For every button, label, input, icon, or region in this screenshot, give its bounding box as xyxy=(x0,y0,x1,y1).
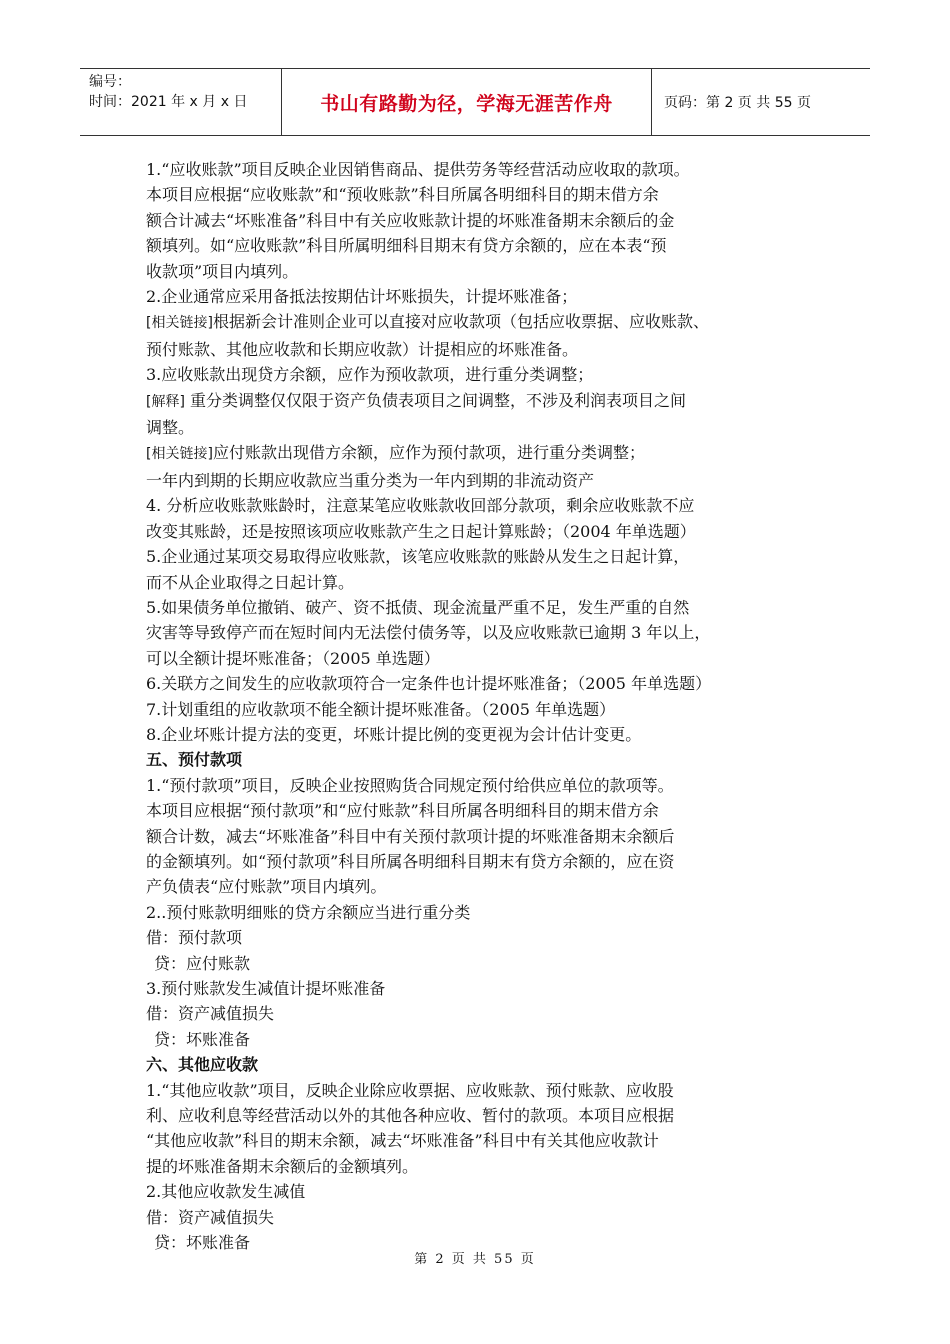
body-line xyxy=(146,1078,816,1103)
body-line xyxy=(146,697,816,722)
line-text: 借：资产减值损失 xyxy=(146,1004,275,1024)
line-text: 额合计数，减去“坏账准备”科目中有关预付款项计提的坏账准备期末余额后 xyxy=(146,826,675,846)
header-motto: 书山有路勤为径，学海无涯苦作舟 xyxy=(282,69,652,135)
body-line xyxy=(146,595,816,620)
line-text: 灾害等导致停产而在短时间内无法偿付债务等，以及应收账款已逾期 3 年以上， xyxy=(146,623,711,643)
body-line xyxy=(146,773,816,798)
line-text: 预付账款、其他应收款和长期应收款）计提相应的坏账准备。 xyxy=(146,339,579,359)
section-heading xyxy=(146,1052,816,1077)
line-text: 一年内到期的长期应收款应当重分类为一年内到期的非流动资产 xyxy=(146,470,595,490)
body-line xyxy=(146,468,816,493)
page-header xyxy=(80,68,870,136)
line-text: 2.其他应收款发生减值 xyxy=(146,1182,306,1202)
body-line xyxy=(146,646,816,671)
line-text: 本项目应根据“应收账款”和“预收账款”科目所属各明细科目的期末借方余 xyxy=(146,185,659,205)
line-text: 重分类调整仅仅限于资产负债表项目之间调整，不涉及利润表项目之间 xyxy=(184,390,687,410)
body-line xyxy=(146,671,816,696)
body-line xyxy=(146,849,816,874)
body-line xyxy=(146,208,816,233)
line-text: 7.计划重组的应收款项不能全额计提坏账准备。（2005 年单选题） xyxy=(146,699,616,719)
line-text: 借：资产减值损失 xyxy=(146,1207,275,1227)
line-text: 贷：应付账款 xyxy=(154,953,251,973)
body-line xyxy=(146,1103,816,1128)
line-text: 额合计减去“坏账准备”科目中有关应收账款计提的坏账准备期末余额后的金 xyxy=(146,210,675,230)
body-line xyxy=(146,1179,816,1204)
line-text: 根据新会计准则企业可以直接对应收款项（包括应收票据、应收账款、 xyxy=(212,312,709,332)
body-line xyxy=(146,309,816,336)
line-text: 1.“其他应收款”项目，反映企业除应收票据、应收账款、预付账款、应收股 xyxy=(146,1080,674,1100)
page-footer: 第 2 页 共 55 页 xyxy=(414,1252,536,1267)
body-line xyxy=(146,544,816,569)
body-line xyxy=(146,570,816,595)
body-line xyxy=(146,1027,816,1052)
body-line xyxy=(146,337,816,362)
line-text: 6.关联方之间发生的应收款项符合一定条件也计提坏账准备；（2005 年单选题） xyxy=(146,674,712,694)
link-tag: [相关链接] xyxy=(146,446,213,463)
line-text: 贷：坏账准备 xyxy=(154,1233,251,1253)
body-line xyxy=(146,1154,816,1179)
body-line xyxy=(146,1128,816,1153)
body-line xyxy=(146,874,816,899)
line-text: 3.预付账款发生减值计提坏账准备 xyxy=(146,979,386,998)
header-page-number: 页码：第 2 页 共 55 页 xyxy=(664,95,811,111)
body-line xyxy=(146,620,816,645)
line-text: 而不从企业取得之日起计算。 xyxy=(146,572,355,592)
line-text: 借：预付款项 xyxy=(146,928,243,948)
document-date-label: 时间：2021 年 x 月 x 日 xyxy=(89,94,248,110)
body-line xyxy=(146,798,816,823)
line-text: 2.企业通常应采用备抵法按期估计坏账损失，计提坏账准备； xyxy=(146,287,578,307)
line-text: 提的坏账准备期末余额后的金额填列。 xyxy=(146,1156,419,1176)
line-text: 2..预付账款明细账的贷方余额应当进行重分类 xyxy=(146,902,471,922)
body-line xyxy=(146,1205,816,1230)
line-text: 六、其他应收款 xyxy=(146,1055,259,1075)
body-line xyxy=(146,157,816,182)
line-text: 利、应收利息等经营活动以外的其他各种应收、暂付的款项。本项目应根据 xyxy=(146,1106,675,1126)
body-line xyxy=(146,284,816,309)
line-text: 5.企业通过某项交易取得应收账款，该笔应收账款的账龄从发生之日起计算， xyxy=(146,547,690,567)
body-line xyxy=(146,951,816,976)
line-text: 3.应收账款出现贷方余额，应作为预收款项，进行重分类调整； xyxy=(146,365,594,385)
body-line xyxy=(146,824,816,849)
line-text: 8.企业坏账计提方法的变更，坏账计提比例的变更视为会计估计变更。 xyxy=(146,724,642,744)
line-text: 可以全额计提坏账准备；（2005 单选题） xyxy=(146,648,440,668)
body-line xyxy=(146,259,816,284)
body-line xyxy=(146,362,816,387)
line-text: 五、预付款项 xyxy=(146,750,243,770)
line-text: 1.“应收账款”项目反映企业因销售商品、提供劳务等经营活动应收取的款项。 xyxy=(146,160,690,179)
line-text: 调整。 xyxy=(146,418,195,438)
link-tag: [相关链接] xyxy=(146,315,213,332)
line-text: 应付账款出现借方余额，应作为预付款项，进行重分类调整； xyxy=(212,443,645,463)
body-line xyxy=(146,1001,816,1026)
header-info xyxy=(80,69,282,135)
body-line xyxy=(146,233,816,258)
line-text: 改变其账龄，还是按照该项应收账款产生之日起计算账龄；（2004 年单选题） xyxy=(146,521,696,541)
link-tag: [解释] xyxy=(146,393,185,410)
body-line xyxy=(146,976,816,1001)
line-text: 贷：坏账准备 xyxy=(154,1029,251,1049)
line-text: “其他应收款”科目的期末余额，减去“坏账准备”科目中有关其他应收款计 xyxy=(146,1131,659,1151)
body-line xyxy=(146,440,816,467)
body-line xyxy=(146,388,816,415)
line-text: 产负债表“应付账款”项目内填列。 xyxy=(146,877,387,897)
line-text: 本项目应根据“预付款项”和“应付账款”科目所属各明细科目的期末借方余 xyxy=(146,801,659,821)
line-text: 收款项”项目内填列。 xyxy=(146,261,299,281)
body-line xyxy=(146,519,816,544)
body-line xyxy=(146,900,816,925)
line-text: 5.如果债务单位撤销、破产、资不抵债、现金流量严重不足，发生严重的自然 xyxy=(146,597,690,617)
body-line xyxy=(146,722,816,747)
section-heading xyxy=(146,747,816,772)
line-text: 额填列。如“应收账款”科目所属明细科目期末有贷方余额的，应在本表“预 xyxy=(146,236,667,256)
document-body xyxy=(146,157,816,1255)
body-line xyxy=(146,925,816,950)
body-line xyxy=(146,415,816,440)
body-line xyxy=(146,182,816,207)
body-line xyxy=(146,493,816,518)
line-text: 的金额填列。如“预付款项”科目所属各明细科目期末有贷方余额的，应在资 xyxy=(146,851,675,871)
line-text: 1.“预付款项”项目，反映企业按照购货合同规定预付给供应单位的款项等。 xyxy=(146,775,674,795)
document-number-label: 编号： xyxy=(89,74,131,90)
line-text: 4. 分析应收账款账龄时，注意某笔应收账款收回部分款项，剩余应收账款不应 xyxy=(146,496,695,516)
